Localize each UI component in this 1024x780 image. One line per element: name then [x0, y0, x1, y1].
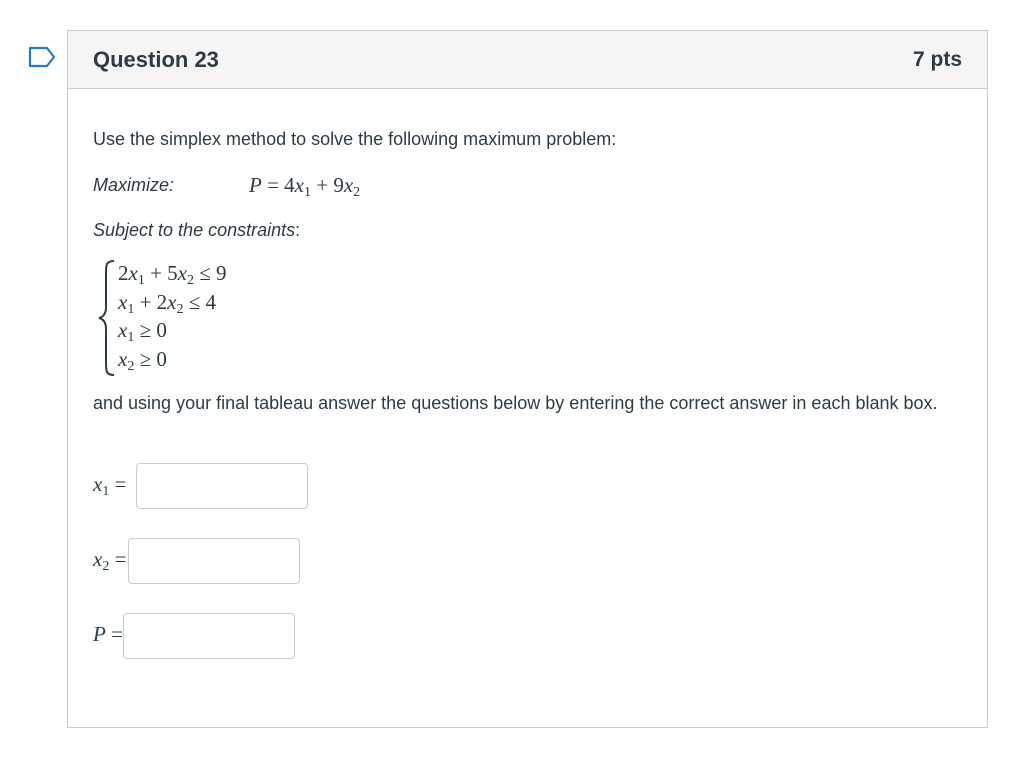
constraint-list [118, 259, 227, 377]
bookmark-flag-icon[interactable] [28, 46, 56, 68]
answer-row-x1 [93, 463, 308, 509]
constraint-3: $x_1 \ge 0$ [118, 318, 167, 345]
maximize-label: Maximize: [93, 175, 175, 195]
constraint-1: $2x_1 + 5x_2 \le 9$ [118, 261, 227, 288]
constraint-4: $x_2 \ge 0$ [118, 346, 167, 374]
objective-function: $P = 4x_1 + 9x_2$ [249, 173, 361, 200]
answer-row-x2 [93, 538, 300, 584]
answer-input-x2[interactable] [128, 538, 300, 584]
question-header [68, 31, 987, 89]
constraint-2: $x_1 + 2x_2 \le 4$ [118, 289, 217, 317]
answer-label-p: P = [93, 622, 123, 646]
left-brace-icon [96, 259, 118, 377]
answer-input-p[interactable] [123, 613, 295, 659]
instructions-text: and using your final tableau answer the questions below by entering the correct answer in each blank box. [93, 393, 938, 413]
answer-label-x2: $x_2$ = [93, 547, 127, 574]
question-card [67, 30, 988, 728]
question-title: Question 23 [93, 46, 219, 72]
question-points: 7 pts [912, 47, 962, 71]
constraint-system [96, 259, 227, 377]
subject-to-label: Subject to the constraints: [93, 220, 301, 240]
answer-label-x1: $x_1$ = [93, 472, 127, 499]
intro-text: Use the simplex method to solve the following maximum problem: [93, 129, 617, 149]
answer-input-x1[interactable] [136, 463, 308, 509]
answer-row-p [93, 613, 295, 659]
